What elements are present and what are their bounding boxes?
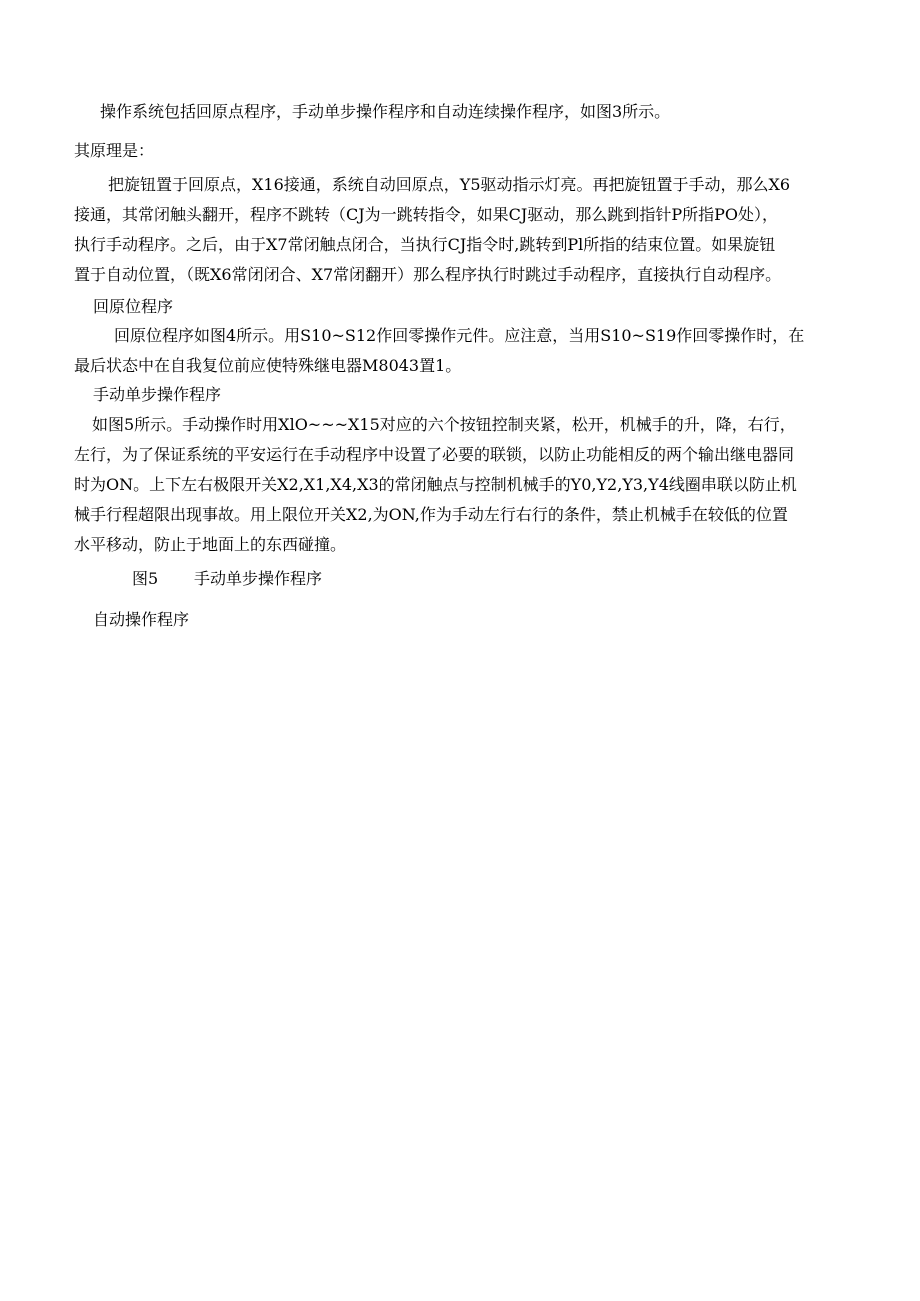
auto-heading: 自动操作程序 xyxy=(93,610,190,629)
figure-caption-number: 图5 xyxy=(132,569,159,588)
manual-line-2: 左行，为了保证系统的平安运行在手动程序中设置了必要的联锁，以防止功能相反的两个输出继电器同 xyxy=(74,445,795,464)
homing-heading: 回原位程序 xyxy=(93,297,174,316)
manual-paragraph xyxy=(74,410,836,560)
manual-line-1: 如图5所示。手动操作时用XlO~~~X15对应的六个按钮控制夹紧，松开，机械手的升，降，右行， xyxy=(92,415,796,434)
figure-caption xyxy=(132,564,532,594)
homing-line-2: 最后状态中在自我复位前应使特殊继电器M8043置1。 xyxy=(74,356,462,375)
manual-line-4: 械手行程超限出现事故。用上限位开关X2,为ON,作为手动左行右行的条件，禁止机械手在较低的位置 xyxy=(74,505,788,524)
homing-line-1: 回原位程序如图4所示。用S10~S12作回零操作元件。应注意，当用S10~S19作回零操作时，在 xyxy=(114,326,805,345)
principle-heading: 其原理是： xyxy=(74,141,155,160)
principle-line-1: 把旋钮置于回原点，X16接通，系统自动回原点，Y5驱动指示灯亮。再把旋钮置于手动，那么X6 xyxy=(108,175,791,194)
manual-heading: 手动单步操作程序 xyxy=(93,385,222,404)
principle-line-4: 置于自动位置，（既X6常闭闭合、X7常闭翻开）那么程序执行时跳过手动程序，直接执行自动程序。 xyxy=(74,265,782,284)
manual-line-3: 时为ON。上下左右极限开关X2,X1,X4,X3的常闭触点与控制机械手的Y0,Y2,Y3,Y4线圈串联以防止机 xyxy=(74,475,797,494)
intro-paragraph: 操作系统包括回原点程序，手动单步操作程序和自动连续操作程序，如图3所示。 xyxy=(100,102,671,121)
figure-caption-title: 手动单步操作程序 xyxy=(194,569,323,588)
principle-line-2: 接通，其常闭触头翻开，程序不跳转（CJ为一跳转指令，如果CJ驱动，那么跳到指针P所指PO处）， xyxy=(74,205,778,224)
manual-line-5: 水平移动，防止于地面上的东西碰撞。 xyxy=(74,535,347,554)
principle-paragraph xyxy=(74,170,836,290)
homing-paragraph xyxy=(74,321,836,381)
principle-line-3: 执行手动程序。之后，由于X7常闭触点闭合，当执行CJ指令时,跳转到Pl所指的结束位置。如果旋钮 xyxy=(74,235,776,254)
